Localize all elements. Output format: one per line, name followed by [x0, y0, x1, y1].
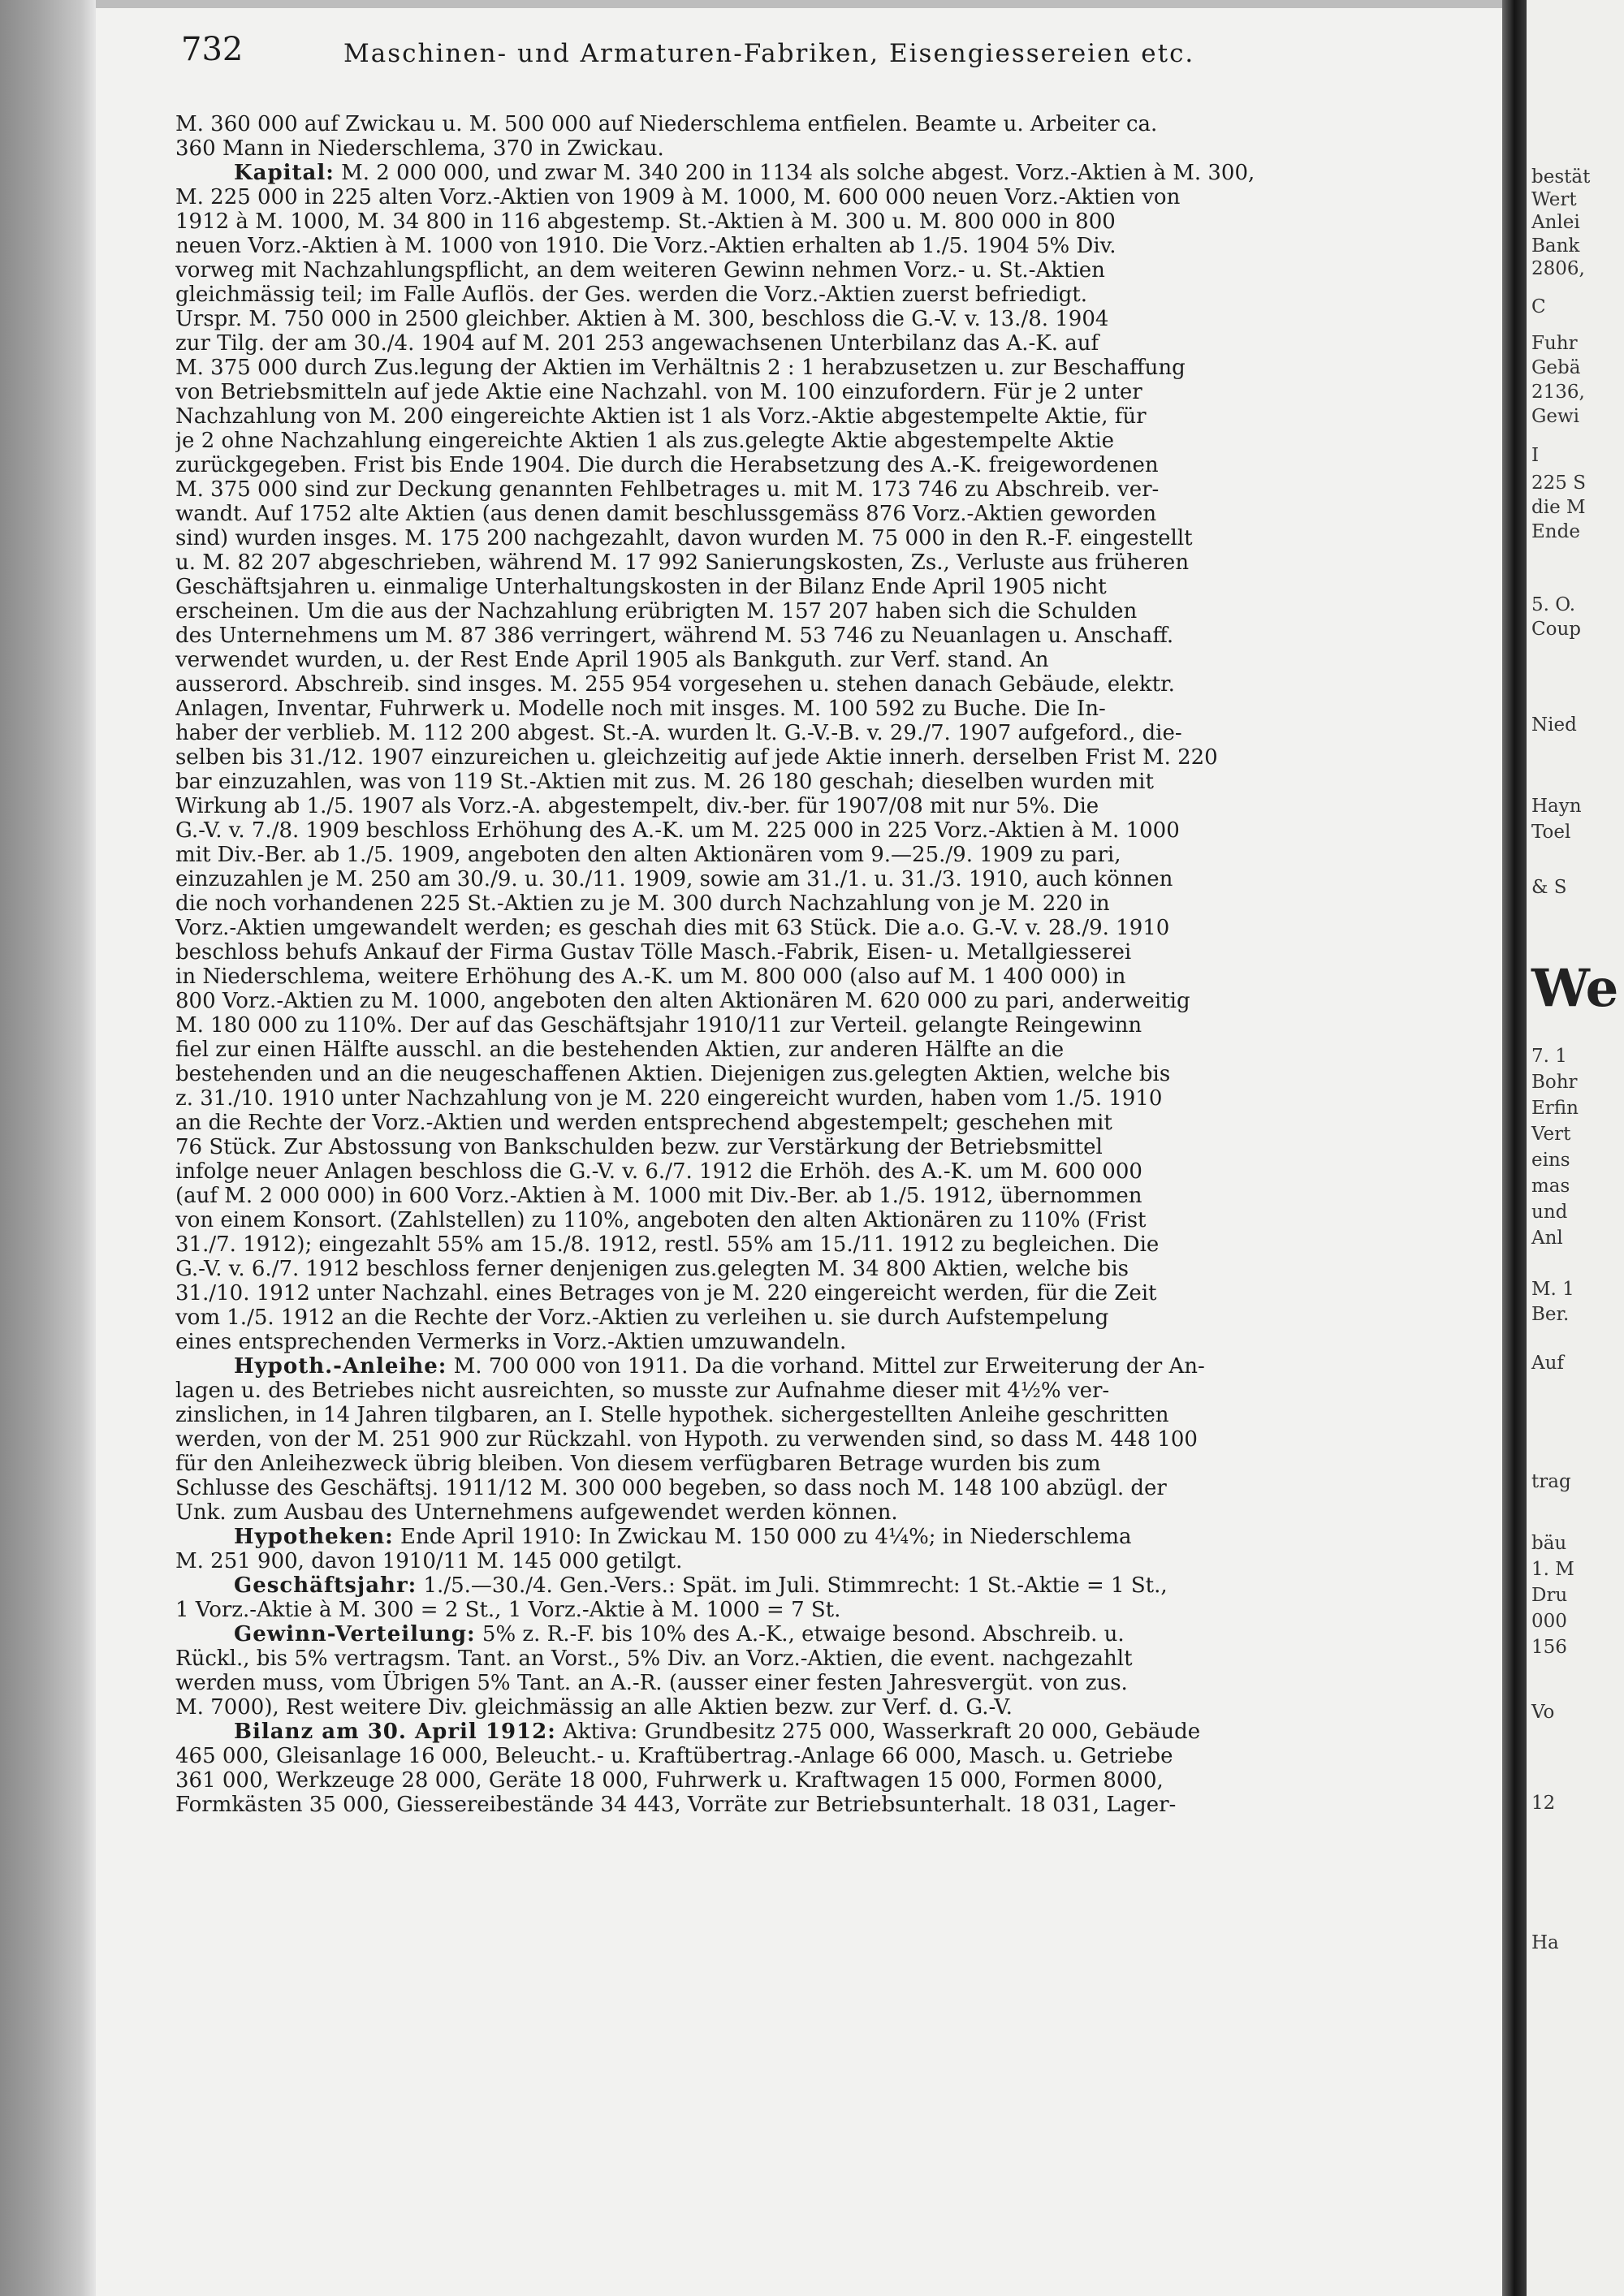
line-text: G.-V. v. 7./8. 1909 beschloss Erhöhung des A.-K. um M. 225 000 in 225 Vorz.-Aktien à M. 1000 [175, 818, 1180, 843]
facing-page-fragment: Hayn [1531, 796, 1582, 817]
page-732 [96, 8, 1502, 2296]
line-text: wandt. Auf 1752 alte Aktien (aus denen damit beschlussgemäss 876 Vorz.-Aktien geworden [175, 502, 1157, 526]
text-line [175, 526, 1566, 550]
line-text: u. M. 82 207 abgeschrieben, während M. 17 992 Sanierungskosten, Zs., Verluste aus früheren [175, 550, 1190, 575]
text-line [175, 916, 1566, 940]
line-text: selben bis 31./12. 1907 einzureichen u. gleichzeitig auf jede Aktie innerh. derselben Frist M. 220 [175, 745, 1218, 770]
line-text: Unk. zum Ausbau des Unternehmens aufgewendet werden können. [175, 1500, 898, 1525]
next-page-fragment [1527, 0, 1624, 2296]
text-line [175, 1549, 1566, 1573]
text-line [175, 404, 1566, 429]
text-line [175, 1452, 1566, 1476]
line-text: fiel zur einen Hälfte ausschl. an die bestehenden Aktien, zur anderen Hälfte an die [175, 1038, 1065, 1062]
section-line [175, 1525, 1566, 1549]
line-text: Nachzahlung von M. 200 eingereichte Aktien ist 1 als Vorz.-Aktie abgestempelte Aktie, für [175, 404, 1147, 429]
line-text: beschloss behufs Ankauf der Firma Gustav Tölle Masch.-Fabrik, Eisen- u. Metallgiesserei [175, 940, 1132, 965]
text-line [175, 1086, 1566, 1111]
facing-page-fragment: Toel [1531, 822, 1571, 843]
text-line [175, 1403, 1566, 1427]
facing-page-fragment: Gewi [1531, 406, 1580, 427]
text-line [175, 1793, 1566, 1817]
text-line [175, 818, 1566, 843]
text-line [175, 965, 1566, 989]
text-line [175, 843, 1566, 867]
facing-page-fragment: 225 S [1531, 473, 1586, 494]
line-text: je 2 ohne Nachzahlung eingereichte Aktien 1 als zus.gelegte Aktie abgestempelte Aktie [175, 429, 1115, 453]
line-text: an die Rechte der Vorz.-Aktien und werden entsprechend abgestempelt; geschehen mit [175, 1111, 1112, 1135]
line-text: M. 375 000 sind zur Deckung genannten Fehlbetrages u. mit M. 173 746 zu Abschreib. ver- [175, 477, 1160, 502]
section-line [175, 1720, 1566, 1744]
section-line [175, 1354, 1566, 1379]
line-text: Vorz.-Aktien umgewandelt werden; es geschah dies mit 63 Stück. Die a.o. G.-V. v. 28./9. 1910 [175, 916, 1170, 940]
facing-page-fragment: Erfin [1531, 1098, 1579, 1119]
facing-page-fragment: mas [1531, 1176, 1570, 1197]
facing-page-fragment: 156 [1531, 1637, 1567, 1658]
text-line [175, 209, 1566, 234]
text-line [175, 1476, 1566, 1500]
facing-page-fragment: bestät [1531, 166, 1591, 188]
line-text: M. 180 000 zu 110%. Der auf das Geschäftsjahr 1910/11 zur Verteil. gelangte Reingewinn [175, 1013, 1142, 1038]
line-text: infolge neuer Anlagen beschloss die G.-V. v. 6./7. 1912 die Erhöh. des A.-K. um M. 600 000 [175, 1159, 1142, 1184]
facing-page-fragment: Fuhr [1531, 333, 1578, 354]
line-text: Wirkung ab 1./5. 1907 als Vorz.-A. abgestempelt, div.-ber. für 1907/08 mit nur 5%. Die [175, 794, 1099, 818]
line-text: 465 000, Gleisanlage 16 000, Beleucht.- u. Kraftübertrag.-Anlage 66 000, Masch. u. Getriebe [175, 1744, 1173, 1768]
facing-page-fragment: Anlei [1531, 212, 1580, 233]
section-heading: Gewinn-Verteilung: [234, 1622, 476, 1646]
line-text: 360 Mann in Niederschlema, 370 in Zwickau. [175, 136, 664, 161]
text-line [175, 1379, 1566, 1403]
facing-page-fragment: Ende [1531, 521, 1580, 542]
line-text: bestehenden und an die neugeschaffenen Aktien. Diejenigen zus.gelegten Aktien, welche bis [175, 1062, 1171, 1086]
line-text: 800 Vorz.-Aktien zu M. 1000, angeboten den alten Aktionären M. 620 000 zu pari, anderweitig [175, 989, 1190, 1013]
line-text: Rückl., bis 5% vertragsm. Tant. an Vorst., 5% Div. an Vorz.-Aktien, die event. nachgezahlt [175, 1646, 1133, 1671]
line-text: zurückgegeben. Frist bis Ende 1904. Die durch die Herabsetzung des A.-K. freigewordenen [175, 453, 1159, 477]
line-text: vorweg mit Nachzahlungspflicht, an dem weiteren Gewinn nehmen Vorz.- u. St.-Aktien [175, 258, 1105, 283]
book-gutter-shadow [1502, 0, 1527, 2296]
text-line [175, 1135, 1566, 1159]
facing-page-fragment: 7. 1 [1531, 1046, 1567, 1067]
text-line [175, 1598, 1566, 1622]
text-line [175, 185, 1566, 209]
facing-page-fragment: die M [1531, 497, 1586, 518]
text-line [175, 1427, 1566, 1452]
section-heading: Hypoth.-Anleihe: [234, 1354, 447, 1379]
text-line [175, 331, 1566, 356]
line-text: G.-V. v. 6./7. 1912 beschloss ferner denjenigen zus.gelegten M. 34 800 Aktien, welche bis [175, 1257, 1129, 1281]
line-text: (auf M. 2 000 000) in 600 Vorz.-Aktien à M. 1000 mit Div.-Ber. ab 1./5. 1912, übernommen [175, 1184, 1142, 1208]
line-text: bar einzuzahlen, was von 119 St.-Aktien mit zus. M. 26 180 geschah; dieselben wurden mit [175, 770, 1154, 794]
line-text: z. 31./10. 1910 unter Nachzahlung von je M. 220 eingereicht wurden, haben vom 1./5. 1910 [175, 1086, 1163, 1111]
text-line [175, 1744, 1566, 1768]
line-text: 361 000, Werkzeuge 28 000, Geräte 18 000, Fuhrwerk u. Kraftwagen 15 000, Formen 8000, [175, 1768, 1164, 1793]
line-text: einzuzahlen je M. 250 am 30./9. u. 30./11. 1909, sowie am 31./1. u. 31./3. 1910, auch können [175, 867, 1173, 891]
facing-page-fragment: Nied [1531, 714, 1577, 736]
facing-page-fragment: Dru [1531, 1585, 1568, 1606]
section-heading: Bilanz am 30. April 1912: [234, 1720, 556, 1744]
text-line [175, 380, 1566, 404]
text-line [175, 356, 1566, 380]
line-text: M. 360 000 auf Zwickau u. M. 500 000 auf Niederschlema entfielen. Beamte u. Arbeiter ca. [175, 112, 1158, 136]
line-text: sind) wurden insges. M. 175 200 nachgezahlt, davon wurden M. 75 000 in den R.-F. eingestellt [175, 526, 1193, 550]
line-text: 1./5.—30./4. Gen.-Vers.: Spät. im Juli. Stimmrecht: 1 St.-Aktie = 1 St., [417, 1573, 1168, 1598]
line-text: Ende April 1910: In Zwickau M. 150 000 zu 4¼%; in Niederschlema [393, 1525, 1132, 1549]
section-heading: Geschäftsjahr: [234, 1573, 417, 1598]
book-left-edge [0, 0, 96, 2296]
facing-page-fragment: Auf [1531, 1353, 1564, 1374]
text-line [175, 1330, 1566, 1354]
line-text: von Betriebsmitteln auf jede Aktie eine Nachzahl. von M. 100 einzufordern. Für je 2 unter [175, 380, 1142, 404]
line-text: verwendet wurden, u. der Rest Ende April 1905 als Bankguth. zur Verf. stand. An [175, 648, 1049, 672]
text-line [175, 575, 1566, 599]
line-text: werden, von der M. 251 900 zur Rückzahl. von Hypoth. zu verwenden sind, so dass M. 448 100 [175, 1427, 1198, 1452]
text-line [175, 648, 1566, 672]
facing-page-fragment: We [1531, 958, 1619, 1019]
line-text: haber der verblieb. M. 112 200 abgest. St.-A. wurden lt. G.-V.-B. v. 29./7. 1907 aufgeford., die- [175, 721, 1182, 745]
text-line [175, 283, 1566, 307]
line-text: vom 1./5. 1912 an die Rechte der Vorz.-Aktien zu verleihen u. sie durch Aufstempelung [175, 1306, 1109, 1330]
line-text: M. 7000), Rest weitere Div. gleichmässig an alle Aktien bezw. zur Verf. d. G.-V. [175, 1695, 1013, 1720]
text-line [175, 1257, 1566, 1281]
facing-page-fragment: Ber. [1531, 1304, 1570, 1325]
facing-page-fragment: Ha [1531, 1932, 1559, 1953]
body-text [175, 112, 1566, 1817]
line-text: Schlusse des Geschäftsj. 1911/12 M. 300 000 begeben, so dass noch M. 148 100 abzügl. der [175, 1476, 1167, 1500]
text-line [175, 745, 1566, 770]
text-line [175, 453, 1566, 477]
facing-page-fragment: & S [1531, 877, 1567, 898]
text-line [175, 1184, 1566, 1208]
line-text: Formkästen 35 000, Giessereibestände 34 443, Vorräte zur Betriebsunterhalt. 18 031, Lager- [175, 1793, 1177, 1817]
line-text: erscheinen. Um die aus der Nachzahlung erübrigten M. 157 207 haben sich die Schulden [175, 599, 1138, 624]
facing-page-fragment: bäu [1531, 1533, 1567, 1554]
facing-page-fragment: eins [1531, 1150, 1570, 1171]
facing-page-fragment: 12 [1531, 1793, 1556, 1814]
line-text: M. 225 000 in 225 alten Vorz.-Aktien von 1909 à M. 1000, M. 600 000 neuen Vorz.-Aktien von [175, 185, 1181, 209]
line-text: 1912 à M. 1000, M. 34 800 in 116 abgestemp. St.-Aktien à M. 300 u. M. 800 000 in 800 [175, 209, 1116, 234]
text-line [175, 1013, 1566, 1038]
facing-page-fragment: Bank [1531, 235, 1580, 257]
section-line [175, 161, 1566, 185]
text-line [175, 624, 1566, 648]
facing-page-fragment: 2806, [1531, 258, 1585, 279]
line-text: M. 375 000 durch Zus.legung der Aktien im Verhältnis 2 : 1 herabzusetzen u. zur Beschaffung [175, 356, 1186, 380]
text-line [175, 1768, 1566, 1793]
line-text: Geschäftsjahren u. einmalige Unterhaltungskosten in der Bilanz Ende April 1905 nicht [175, 575, 1107, 599]
text-line [175, 1646, 1566, 1671]
line-text: zur Tilg. der am 30./4. 1904 auf M. 201 253 angewachsenen Unterbilanz das A.-K. auf [175, 331, 1099, 356]
line-text: M. 251 900, davon 1910/11 M. 145 000 getilgt. [175, 1549, 683, 1573]
text-line [175, 1062, 1566, 1086]
text-line [175, 1232, 1566, 1257]
line-text: werden muss, vom Übrigen 5% Tant. an A.-R. (ausser einer festen Jahresvergüt. von zus. [175, 1671, 1128, 1695]
running-head-title: Maschinen- und Armaturen-Fabriken, Eisengiessereien etc. [343, 39, 1195, 68]
line-text: 5% z. R.-F. bis 10% des A.-K., etwaige besond. Abschreib. u. [475, 1622, 1125, 1646]
line-text: M. 700 000 von 1911. Da die vorhand. Mittel zur Erweiterung der An- [447, 1354, 1205, 1379]
running-head [181, 31, 1480, 78]
line-text: 31./7. 1912); eingezahlt 55% am 15./8. 1912, restl. 55% am 15./11. 1912 zu begleichen. Die [175, 1232, 1160, 1257]
line-text: 1 Vorz.-Aktie à M. 300 = 2 St., 1 Vorz.-Aktie à M. 1000 = 7 St. [175, 1598, 841, 1622]
text-line [175, 234, 1566, 258]
facing-page-fragment: Vert [1531, 1124, 1571, 1145]
text-line [175, 1111, 1566, 1135]
section-line [175, 1573, 1566, 1598]
text-line [175, 136, 1566, 161]
text-line [175, 721, 1566, 745]
text-line [175, 940, 1566, 965]
line-text: Anlagen, Inventar, Fuhrwerk u. Modelle noch mit insges. M. 100 592 zu Buche. Die In- [175, 697, 1106, 721]
line-text: 76 Stück. Zur Abstossung von Bankschulden bezw. zur Verstärkung der Betriebsmittel [175, 1135, 1103, 1159]
text-line [175, 477, 1566, 502]
section-line [175, 1622, 1566, 1646]
line-text: 31./10. 1912 unter Nachzahl. eines Betrages von je M. 220 eingereicht werden, für die Zeit [175, 1281, 1157, 1306]
line-text: gleichmässig teil; im Falle Auflös. der Ges. werden die Vorz.-Aktien zuerst befriedigt. [175, 283, 1088, 307]
text-line [175, 307, 1566, 331]
line-text: von einem Konsort. (Zahlstellen) zu 110%, angeboten den alten Aktionären zu 110% (Frist [175, 1208, 1147, 1232]
text-line [175, 1159, 1566, 1184]
facing-page-fragment: Gebä [1531, 357, 1581, 378]
section-heading: Hypotheken: [234, 1525, 394, 1549]
line-text: die noch vorhandenen 225 St.-Aktien zu je M. 300 durch Nachzahlung von je M. 220 in [175, 891, 1110, 916]
text-line [175, 1671, 1566, 1695]
facing-page-fragment: Vo [1531, 1702, 1555, 1723]
facing-page-fragment: trag [1531, 1471, 1571, 1492]
facing-page-fragment: Coup [1531, 619, 1581, 640]
text-line [175, 672, 1566, 697]
text-line [175, 599, 1566, 624]
section-heading: Kapital: [234, 161, 335, 185]
facing-page-fragment: C [1531, 296, 1546, 317]
line-text: zinslichen, in 14 Jahren tilgbaren, an I. Stelle hypothek. sichergestellten Anleihe geschritten [175, 1403, 1169, 1427]
facing-page-fragment: Wert [1531, 189, 1577, 210]
text-line [175, 989, 1566, 1013]
line-text: lagen u. des Betriebes nicht ausreichten, so musste zur Aufnahme dieser mit 4½% ver- [175, 1379, 1110, 1403]
text-line [175, 112, 1566, 136]
facing-page-fragment: 5. O. [1531, 594, 1576, 615]
line-text: eines entsprechenden Vermerks in Vorz.-Aktien umzuwandeln. [175, 1330, 847, 1354]
text-line [175, 1208, 1566, 1232]
facing-page-fragment: Anl [1531, 1228, 1563, 1249]
line-text: in Niederschlema, weitere Erhöhung des A.-K. um M. 800 000 (also auf M. 1 400 000) in [175, 965, 1126, 989]
text-line [175, 502, 1566, 526]
line-text: ausserord. Abschreib. sind insges. M. 255 954 vorgesehen u. stehen danach Gebäude, elektr. [175, 672, 1175, 697]
text-line [175, 550, 1566, 575]
text-line [175, 1281, 1566, 1306]
text-line [175, 867, 1566, 891]
facing-page-fragment: 2136, [1531, 382, 1585, 403]
text-line [175, 794, 1566, 818]
line-text: mit Div.-Ber. ab 1./5. 1909, angeboten den alten Aktionären vom 9.—25./9. 1909 zu pari, [175, 843, 1121, 867]
text-line [175, 1695, 1566, 1720]
facing-page-fragment: Bohr [1531, 1072, 1578, 1093]
text-line [175, 891, 1566, 916]
line-text: für den Anleihezweck übrig bleiben. Von diesem verfügbaren Betrage wurden bis zum [175, 1452, 1101, 1476]
page-number: 732 [181, 31, 244, 68]
facing-page-fragment: und [1531, 1202, 1568, 1223]
facing-page-fragment: I [1531, 445, 1540, 466]
line-text: des Unternehmens um M. 87 386 verringert, während M. 53 746 zu Neuanlagen u. Anschaff. [175, 624, 1174, 648]
line-text: M. 2 000 000, und zwar M. 340 200 in 1134 als solche abgest. Vorz.-Aktien à M. 300, [334, 161, 1255, 185]
facing-page-fragment: 000 [1531, 1611, 1567, 1632]
line-text: Urspr. M. 750 000 in 2500 gleichber. Aktien à M. 300, beschloss die G.-V. v. 13./8. 1904 [175, 307, 1109, 331]
text-line [175, 1306, 1566, 1330]
text-line [175, 429, 1566, 453]
text-line [175, 258, 1566, 283]
facing-page-fragment: 1. M [1531, 1559, 1574, 1580]
text-line [175, 770, 1566, 794]
facing-page-fragment: M. 1 [1531, 1279, 1574, 1300]
line-text: Aktiva: Grundbesitz 275 000, Wasserkraft 20 000, Gebäude [555, 1720, 1201, 1744]
text-line [175, 1038, 1566, 1062]
line-text: neuen Vorz.-Aktien à M. 1000 von 1910. Die Vorz.-Aktien erhalten ab 1./5. 1904 5% Div. [175, 234, 1116, 258]
text-line [175, 1500, 1566, 1525]
text-line [175, 697, 1566, 721]
